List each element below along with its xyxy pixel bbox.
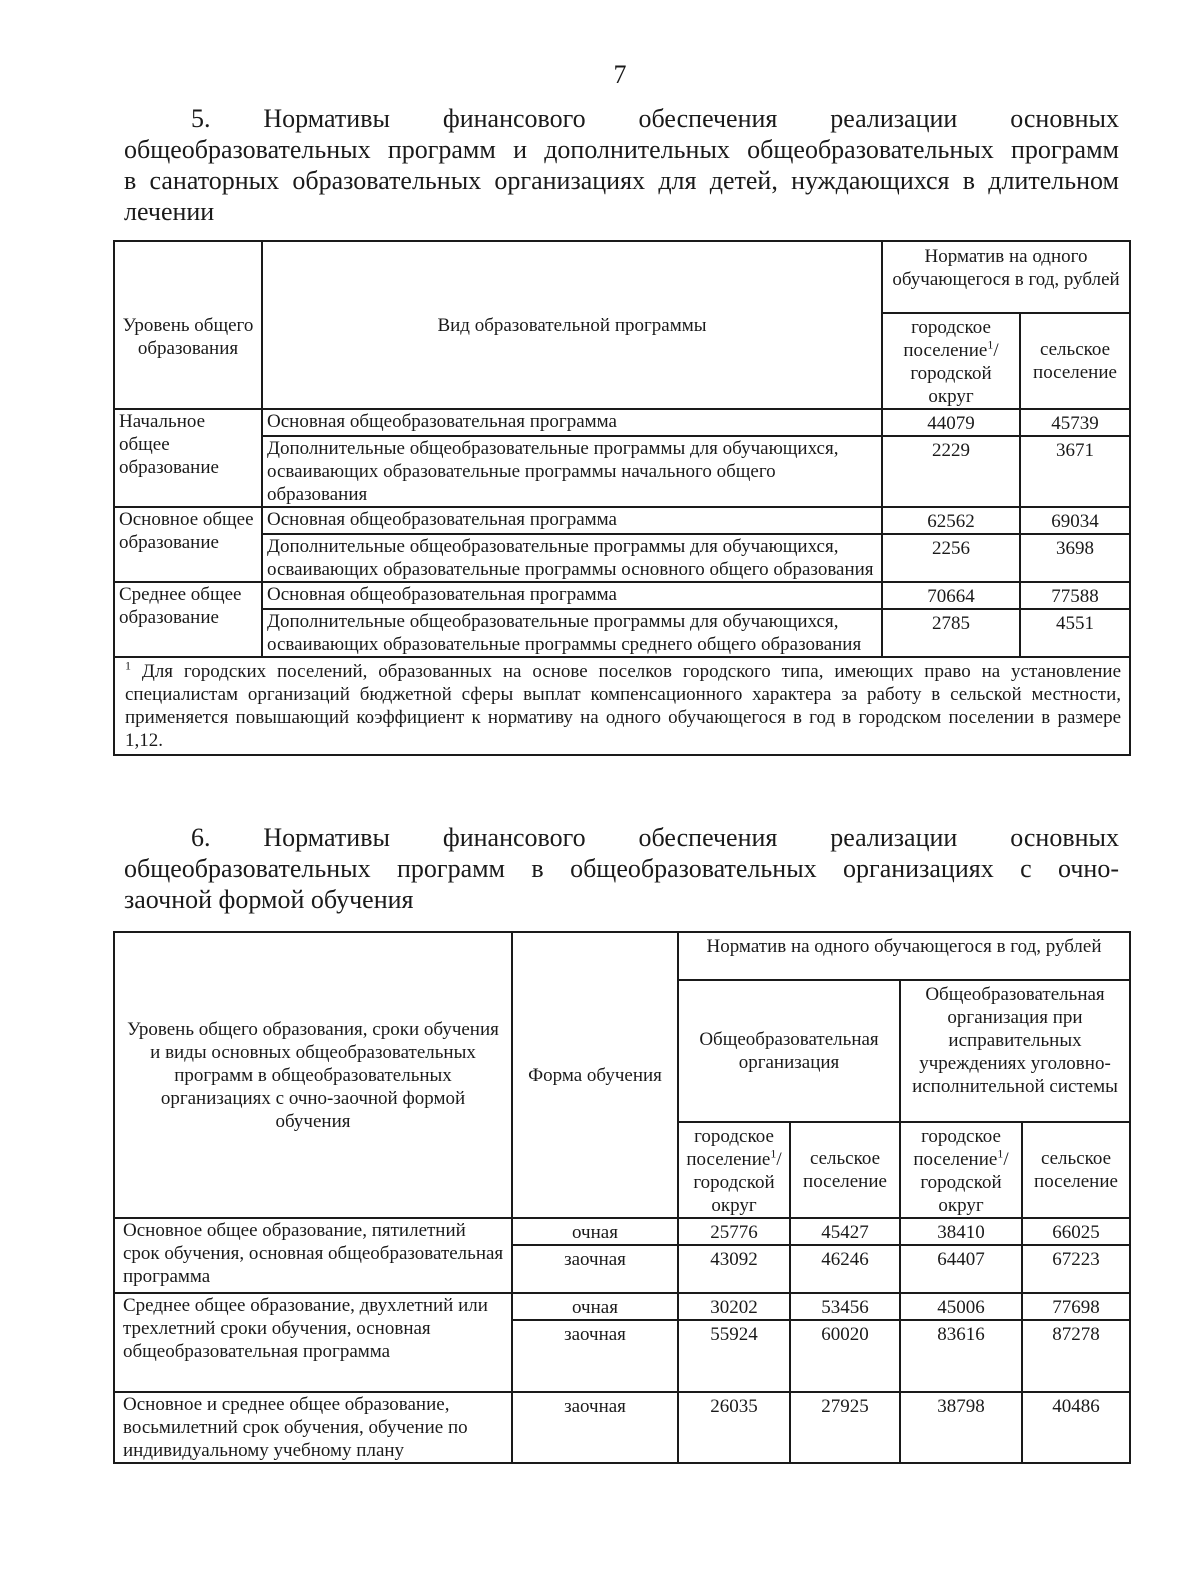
header-level: Уровень общего образования, сроки обучения и виды основных общеобразовательных программ в общеобразовательных организациях с очно-заочной формой обучения	[114, 932, 512, 1218]
header-norm: Норматив на одного обучающегося в год, рублей	[882, 241, 1130, 313]
program-cell: Основная общеобразовательная программа	[262, 507, 882, 534]
level-cell: Среднее общее образование, двухлетний или трехлетний сроки обучения, основная общеобразовательная программа	[114, 1293, 512, 1392]
value-corr-rural: 77698	[1022, 1293, 1130, 1320]
value-org-rural: 45427	[790, 1218, 900, 1245]
level-cell: Основное и среднее общее образование, восьмилетний срок обучения, обучение по индивидуальному учебному плану	[114, 1392, 512, 1463]
header-org-rural: сельское поселение	[790, 1122, 900, 1218]
level-cell: Основное общее образование, пятилетний срок обучения, основная общеобразовательная программа	[114, 1218, 512, 1293]
form-cell: заочная	[512, 1320, 678, 1392]
header-program: Вид образовательной программы	[262, 241, 882, 409]
value-urban: 62562	[882, 507, 1020, 534]
program-cell: Дополнительные общеобразовательные программы для обучающихся, осваивающих образовательные программы основного общего образования	[262, 534, 882, 582]
value-rural: 77588	[1020, 582, 1130, 609]
value-org-urban: 25776	[678, 1218, 790, 1245]
header-corr-org: Общеобразовательная организация при исправительных учреждениях уголовно-исполнительной системы	[900, 980, 1130, 1122]
heading-line: общеобразовательных программ и дополнительных общеобразовательных программ	[124, 135, 1119, 164]
level-cell: Начальное общее образование	[114, 409, 262, 507]
header-level: Уровень общего образования	[114, 241, 262, 409]
value-corr-urban: 45006	[900, 1293, 1022, 1320]
value-corr-rural: 66025	[1022, 1218, 1130, 1245]
program-cell: Основная общеобразовательная программа	[262, 582, 882, 609]
footnote-mark: 1	[125, 658, 131, 673]
value-corr-urban: 83616	[900, 1320, 1022, 1392]
level-cell: Среднее общее образование	[114, 582, 262, 657]
section-5-table	[113, 240, 1131, 756]
value-org-urban: 30202	[678, 1293, 790, 1320]
page-number: 7	[613, 60, 627, 89]
program-cell: Основная общеобразовательная программа	[262, 409, 882, 436]
program-cell: Дополнительные общеобразовательные программы для обучающихся, осваивающих образовательные программы начального общего образования	[262, 436, 882, 507]
header-form: Форма обучения	[512, 932, 678, 1218]
value-urban: 2256	[882, 534, 1020, 582]
form-cell: очная	[512, 1293, 678, 1320]
value-urban: 2785	[882, 609, 1020, 657]
value-org-rural: 27925	[790, 1392, 900, 1463]
value-org-urban: 55924	[678, 1320, 790, 1392]
value-corr-urban: 64407	[900, 1245, 1022, 1293]
value-corr-urban: 38410	[900, 1218, 1022, 1245]
heading-line: лечении	[124, 197, 215, 226]
value-corr-rural: 67223	[1022, 1245, 1130, 1293]
header-norm: Норматив на одного обучающегося в год, рублей	[678, 932, 1130, 980]
form-cell: заочная	[512, 1245, 678, 1293]
value-org-rural: 60020	[790, 1320, 900, 1392]
footnote	[114, 657, 1130, 755]
heading-line: заочной формой обучения	[124, 885, 414, 914]
heading-line: 6. Нормативы финансового обеспечения реализации основных	[191, 823, 1119, 852]
value-urban: 44079	[882, 409, 1020, 436]
value-corr-rural: 87278	[1022, 1320, 1130, 1392]
value-rural: 4551	[1020, 609, 1130, 657]
value-org-urban: 26035	[678, 1392, 790, 1463]
header-urban: городское поселение$^1$/ городской округ	[882, 313, 1020, 409]
value-org-rural: 46246	[790, 1245, 900, 1293]
form-cell: очная	[512, 1218, 678, 1245]
value-urban: 2229	[882, 436, 1020, 507]
header-corr-rural: сельское поселение	[1022, 1122, 1130, 1218]
value-org-rural: 53456	[790, 1293, 900, 1320]
program-cell: Дополнительные общеобразовательные программы для обучающихся, осваивающих образовательные программы среднего общего образования	[262, 609, 882, 657]
value-corr-urban: 38798	[900, 1392, 1022, 1463]
heading-line: 5. Нормативы финансового обеспечения реализации основных	[191, 104, 1119, 133]
header-corr-urban: городское поселение$^1$/ городской округ	[900, 1122, 1022, 1218]
value-corr-rural: 40486	[1022, 1392, 1130, 1463]
header-org-urban: городское поселение$^1$/ городской округ	[678, 1122, 790, 1218]
header-org: Общеобразовательная организация	[678, 980, 900, 1122]
value-urban: 70664	[882, 582, 1020, 609]
header-rural: сельское поселение	[1020, 313, 1130, 409]
heading-line: общеобразовательных программ в общеобразовательных организациях с очно-	[124, 854, 1119, 883]
section-6-table	[113, 931, 1131, 1464]
value-rural: 69034	[1020, 507, 1130, 534]
form-cell: заочная	[512, 1392, 678, 1463]
footnote-text: Для городских поселений, образованных на основе поселков городского типа, имеющих право на установление специалистам организаций бюджетной сферы выплат компенсационного характера за работу в сельской местности, применяется повышающий коэффициент к нормативу на одного обучающегося в год в городском поселении в размере 1,12.	[125, 661, 1122, 751]
value-org-urban: 43092	[678, 1245, 790, 1293]
value-rural: 3698	[1020, 534, 1130, 582]
value-rural: 3671	[1020, 436, 1130, 507]
heading-line: в санаторных образовательных организациях для детей, нуждающихся в длительном	[124, 166, 1119, 195]
section-6-heading	[124, 822, 1119, 915]
level-cell: Основное общее образование	[114, 507, 262, 582]
value-rural: 45739	[1020, 409, 1130, 436]
section-5-heading	[124, 103, 1119, 227]
